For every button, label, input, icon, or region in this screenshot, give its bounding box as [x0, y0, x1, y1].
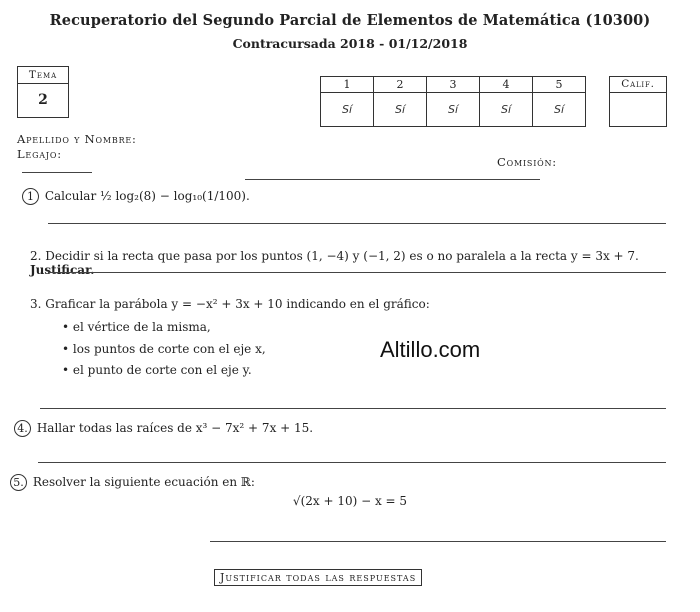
answer-line	[40, 408, 666, 409]
answer-line	[48, 272, 666, 273]
question-4	[14, 420, 313, 437]
question-1	[22, 188, 250, 205]
question-emphasis: Justificar.	[30, 263, 95, 277]
name-line	[245, 179, 540, 180]
question-text: Decidir si la recta que pasa por los puntos (1, −4) y (−1, 2) es o no paralela a la recta y = 3x + 7.	[45, 249, 639, 263]
answer-line	[38, 462, 666, 463]
bullet-item: • el vértice de la misma,	[62, 320, 211, 334]
legajo-label: Legajo:	[17, 147, 62, 161]
grade-mark: Sí	[427, 93, 480, 127]
watermark: Altillo.com	[380, 337, 481, 362]
answer-line	[48, 223, 666, 224]
bullet-item: • el punto de corte con el eje y.	[62, 363, 252, 377]
exam-title: Recuperatorio del Segundo Parcial de Elementos de Matemática (10300)	[49, 12, 651, 29]
legajo-line	[22, 172, 92, 173]
question-number: 1	[22, 188, 39, 205]
question-number: 5.	[10, 474, 27, 491]
grade-mark: Sí	[321, 93, 374, 127]
question-text: Hallar todas las raíces de x³ − 7x² + 7x + 15.	[36, 421, 314, 435]
question-text: Graficar la parábola y = −x² + 3x + 10 indicando en el gráfico:	[45, 297, 430, 311]
grade-col-header: 3	[427, 77, 480, 93]
grade-col-header: 1	[321, 77, 374, 93]
question-3	[30, 297, 430, 311]
grade-col-header: 2	[374, 77, 427, 93]
question-text: Resolver la siguiente ecuación en ℝ:	[32, 475, 255, 489]
grade-mark: Sí	[480, 93, 533, 127]
tema-box	[17, 66, 69, 118]
question-text: Calcular ½ log₂(8) − log₁₀(1/100).	[44, 189, 250, 203]
grade-mark: Sí	[374, 93, 427, 127]
question-number: 4.	[14, 420, 31, 437]
calif-label: Calif.	[610, 77, 666, 93]
answer-line	[210, 541, 666, 542]
grade-col-header: 4	[480, 77, 533, 93]
grades-table	[320, 76, 586, 127]
question-number: 3.	[30, 297, 42, 311]
comision-label: Comisión:	[497, 155, 557, 169]
grade-mark: Sí	[533, 93, 586, 127]
exam-subtitle: Contracursada 2018 - 01/12/2018	[232, 36, 468, 51]
bullet-item: • los puntos de corte con el eje x,	[62, 342, 266, 356]
grade-col-header: 5	[533, 77, 586, 93]
calif-box	[609, 76, 667, 127]
tema-value: 2	[38, 92, 48, 108]
question-number: 2.	[30, 249, 42, 263]
name-label: Apellido y Nombre:	[17, 132, 137, 146]
question-5	[10, 474, 255, 491]
footer-justify-box: Justificar todas las respuestas	[214, 569, 422, 586]
equation: √(2x + 10) − x = 5	[292, 494, 408, 508]
tema-label: Tema	[18, 67, 68, 84]
